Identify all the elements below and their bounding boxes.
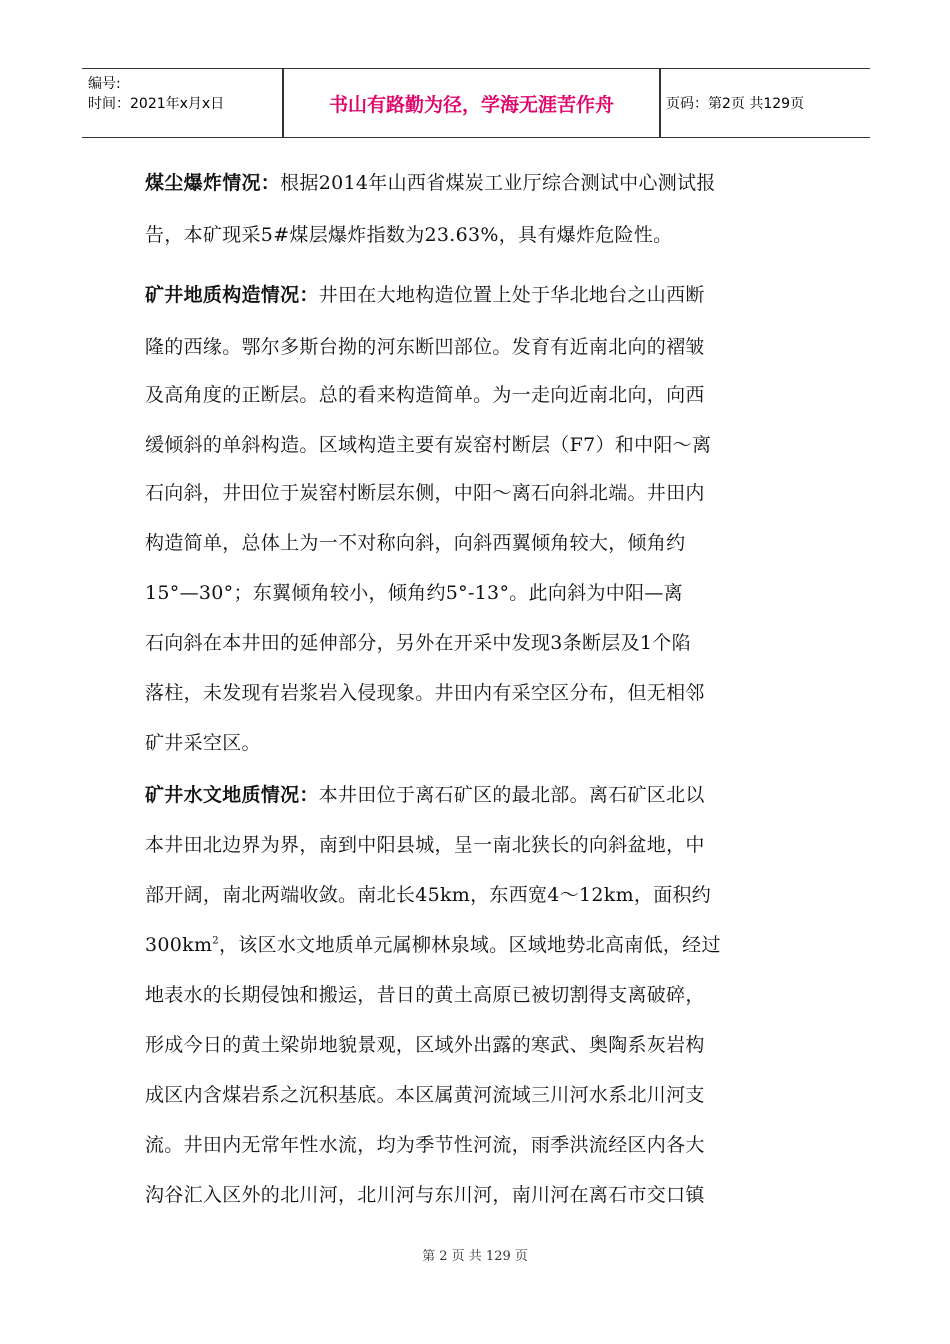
page-header-table [82,68,870,138]
paragraph-line: 构造简单，总体上为一不对称向斜，向斜西翼倾角较大，倾角约 [145,532,686,554]
paragraph-line: 矿井采空区。 [145,732,261,754]
paragraph-line: 形成今日的黄土梁峁地貌景观，区域外出露的寒武、奥陶系灰岩构 [145,1034,705,1056]
page-footer: 第 2 页 共 129 页 [422,1249,528,1264]
header-meta-cell [82,69,282,137]
paragraph-heading: 煤尘爆炸情况： [145,172,281,194]
paragraph-line: 告，本矿现采5#煤层爆炸指数为23.63%，具有爆炸危险性。 [145,224,673,246]
paragraph-line: 流。井田内无常年性水流，均为季节性河流，雨季洪流经区内各大 [145,1134,705,1156]
paragraph-line: 缓倾斜的单斜构造。区域构造主要有炭窑村断层（F7）和中阳～离 [145,434,712,456]
paragraph-line: 隆的西缘。鄂尔多斯台拗的河东断凹部位。发育有近南北向的褶皱 [145,336,705,358]
paragraph-heading: 矿井水文地质情况： [145,784,319,806]
line-text: 井田在大地构造位置上处于华北地台之山西断 [318,284,705,306]
header-motto: 书山有路勤为径，学海无涯苦作舟 [328,93,614,116]
paragraph-line [145,280,705,307]
paragraph-line: 沟谷汇入区外的北川河，北川河与东川河，南川河在离石市交口镇 [145,1184,705,1206]
paragraph-line: 部开阔，南北两端收敛。南北长45km，东西宽4～12km，面积约 [145,884,712,906]
paragraph-line: 本井田北边界为界，南到中阳县城，呈一南北狭长的向斜盆地，中 [145,834,705,856]
line-text: 300km [145,934,213,956]
paragraph-line: 石向斜，井田位于炭窑村断层东侧，中阳～离石向斜北端。井田内 [145,482,705,504]
paragraph-line: 成区内含煤岩系之沉积基底。本区属黄河流域三川河水系北川河支 [145,1084,705,1106]
paragraph-line [145,930,721,957]
code-label: 编号: [88,76,121,92]
paragraph-line: 地表水的长期侵蚀和搬运，昔日的黄土高原已被切割得支离破碎， [145,984,705,1006]
paragraph-line: 15°—30°；东翼倾角较小，倾角约5°-13°。此向斜为中阳—离 [145,582,683,604]
line-text: ，该区水文地质单元属柳林泉域。区域地势北高南低，经过 [218,934,721,956]
paragraph-heading: 矿井地质构造情况： [145,284,319,306]
date-label: 时间：2021年x月x日 [88,96,225,112]
line-text: 本井田位于离石矿区的最北部。离石矿区北以 [318,784,705,806]
paragraph-line: 石向斜在本井田的延伸部分，另外在开采中发现3条断层及1个陷 [145,632,691,654]
paragraph-line: 及高角度的正断层。总的看来构造简单。为一走向近南北向，向西 [145,384,705,406]
paragraph-line: 落柱，未发现有岩浆岩入侵现象。井田内有采空区分布，但无相邻 [145,682,705,704]
paragraph-line [145,168,716,195]
header-divider [659,69,661,137]
superscript: 2 [212,935,219,947]
line-text: 根据2014年山西省煤炭工业厅综合测试中心测试报 [280,172,716,194]
paragraph-line [145,780,705,807]
header-page-info: 页码：第2页 共129页 [666,96,805,112]
